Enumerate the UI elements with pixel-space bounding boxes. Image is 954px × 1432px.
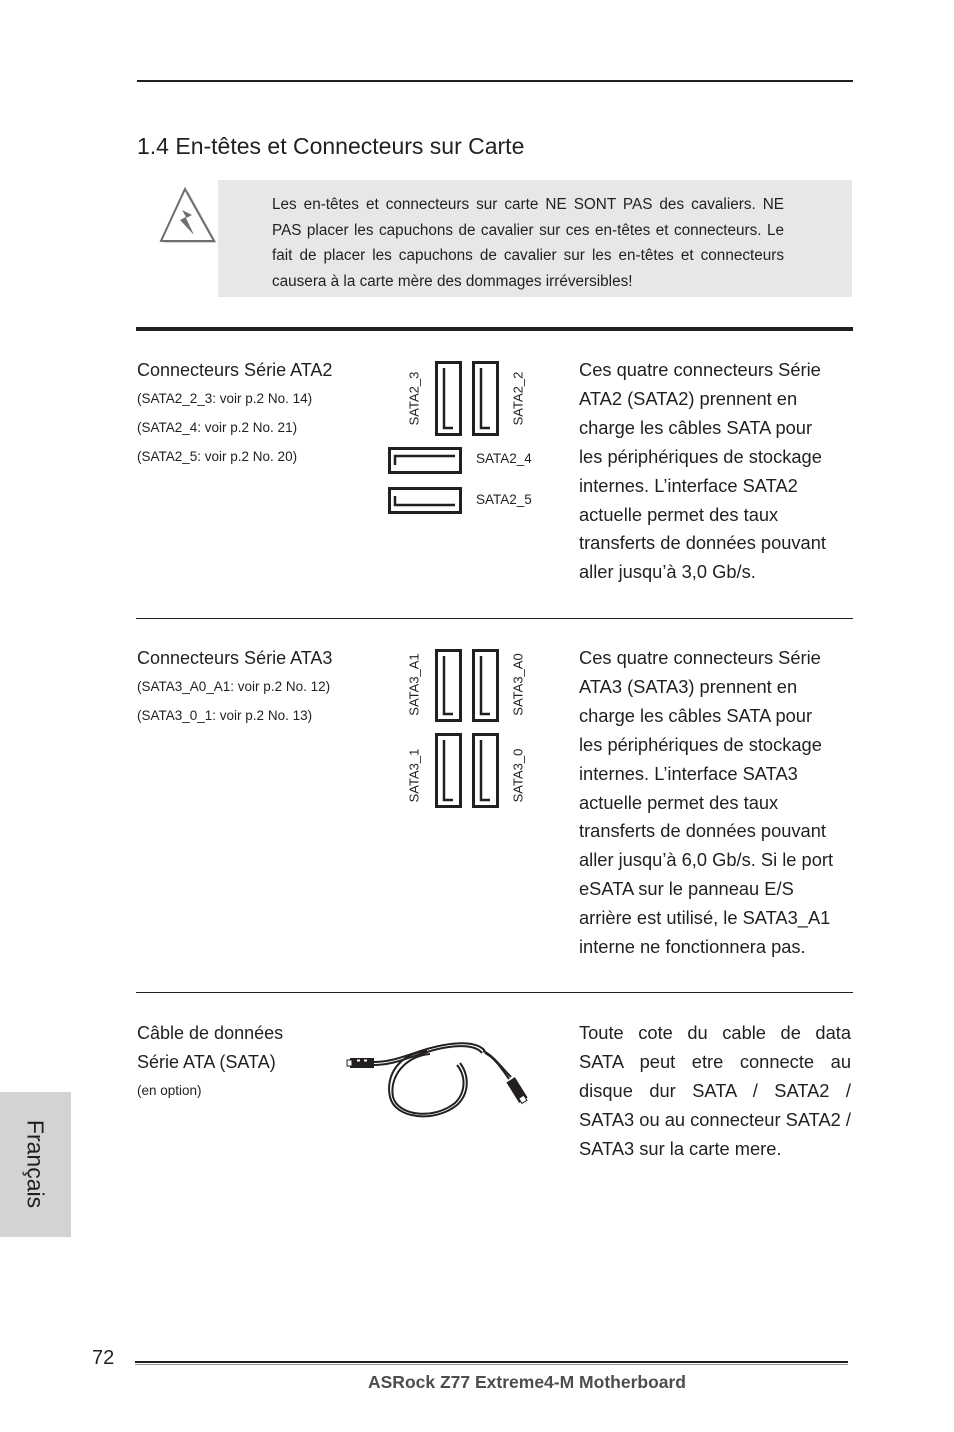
thick-separator: [136, 327, 853, 331]
cable-label-line-1: Câble de données: [137, 1023, 284, 1043]
sata3-a1-label: SATA3_A1: [406, 653, 422, 716]
sata3-a0-connector: [472, 649, 499, 722]
sata3-desc-line: Ces quatre connecteurs Série: [579, 647, 821, 668]
footer-rule-shadow: [135, 1364, 848, 1365]
sata3-desc-line: internes. L’interface SATA3: [579, 762, 798, 784]
page-number: 72: [92, 1347, 115, 1369]
separator-2: [136, 992, 853, 993]
sata3-label: Connecteurs Série ATA3: [137, 648, 333, 668]
sata3-a1-connector: [435, 649, 462, 722]
warning-box: [218, 180, 852, 297]
separator-1: [136, 618, 853, 619]
sata3-desc-line: aller jusqu’à 6,0 Gb/s. Si le port: [579, 849, 834, 871]
footer-rule: [135, 1361, 848, 1363]
sata2-3-connector: [435, 361, 462, 436]
sata3-desc-line: les périphériques de stockage: [579, 733, 822, 755]
section-title: 1.4 En-têtes et Connecteurs sur Carte: [137, 133, 525, 159]
language-label: Français: [22, 1119, 49, 1209]
sata2-desc-line: actuelle permet des taux: [579, 503, 779, 525]
sata3-0-connector: [472, 733, 499, 808]
footer-title: [0, 1372, 954, 1393]
sata3-desc-line: interne ne fonctionnera pas.: [579, 936, 806, 958]
sata2-desc-line: charge les câbles SATA pour: [579, 416, 813, 438]
footer-text: ASRock Z77 Extreme4-M Motherboard: [368, 1372, 686, 1392]
sata2-description: [579, 356, 851, 587]
sata2-ref-3: (SATA2_5: voir p.2 No. 20): [137, 449, 298, 464]
sata3-ref-2: (SATA3_0_1: voir p.2 No. 13): [137, 708, 313, 723]
sata2-desc-line: aller jusqu’à 3,0 Gb/s.: [579, 561, 756, 583]
sata2-desc-line: internes. L’interface SATA2: [579, 474, 798, 496]
sata3-desc-line: transferts de données pouvant: [579, 820, 826, 842]
sata3-0-label: SATA3_0: [510, 748, 526, 803]
sata2-desc-line: Ces quatre connecteurs Série: [579, 359, 821, 380]
warning-icon: [158, 185, 220, 247]
sata3-description: [579, 644, 851, 962]
sata3-desc-line: actuelle permet des taux: [579, 791, 779, 813]
sata3-1-label: SATA3_1: [406, 748, 422, 803]
sata-cable-illustration: [345, 1035, 535, 1125]
sata2-ref-1: (SATA2_2_3: voir p.2 No. 14): [137, 391, 313, 406]
sata3-ref-1: (SATA3_A0_A1: voir p.2 No. 12): [137, 679, 331, 694]
sata2-desc-line: ATA2 (SATA2) prennent en: [579, 387, 798, 409]
sata2-3-label: SATA2_3: [406, 371, 422, 426]
cable-description: Toute cote du cable de data SATA peut etre connecte au disque dur SATA / SATA2 / SATA3 ou au connecteur SATA2 / SATA3 sur la carte mere.: [579, 1022, 851, 1159]
sata2-5-label: SATA2_5: [476, 492, 532, 507]
sata3-desc-line: eSATA sur le panneau E/S: [579, 878, 794, 900]
sata2-desc-line: les périphériques de stockage: [579, 445, 822, 467]
sata2-4-connector: [388, 447, 462, 474]
header-rule: [137, 80, 853, 82]
sata2-2-connector: [472, 361, 499, 436]
sata2-desc-line: transferts de données pouvant: [579, 532, 826, 554]
sata2-2-label: SATA2_2: [510, 371, 526, 426]
sata3-desc-line: charge les câbles SATA pour: [579, 704, 813, 726]
sata3-1-connector: [435, 733, 462, 808]
sata3-desc-line: arrière est utilisé, le SATA3_A1: [579, 907, 831, 929]
sata2-4-label: SATA2_4: [476, 451, 532, 466]
sata2-label: Connecteurs Série ATA2: [137, 360, 333, 380]
language-side-tab: [0, 1092, 71, 1237]
sata3-a0-label: SATA3_A0: [510, 653, 526, 716]
sata2-5-connector: [388, 487, 462, 514]
cable-option: (en option): [137, 1083, 202, 1098]
sata3-desc-line: ATA3 (SATA3) prennent en: [579, 675, 798, 697]
sata2-ref-2: (SATA2_4: voir p.2 No. 21): [137, 420, 298, 435]
cable-label-line-2: Série ATA (SATA): [137, 1052, 276, 1072]
warning-text: Les en-têtes et connecteurs sur carte NE SONT PAS des cavaliers. NE PAS placer les capuchons de cavalier sur ces en-têtes et connecteurs. Le fait de placer les capuchons de cavalier sur les en-têtes et connecteurs causera à la carte mère des dommages irréversibles!: [272, 196, 784, 290]
